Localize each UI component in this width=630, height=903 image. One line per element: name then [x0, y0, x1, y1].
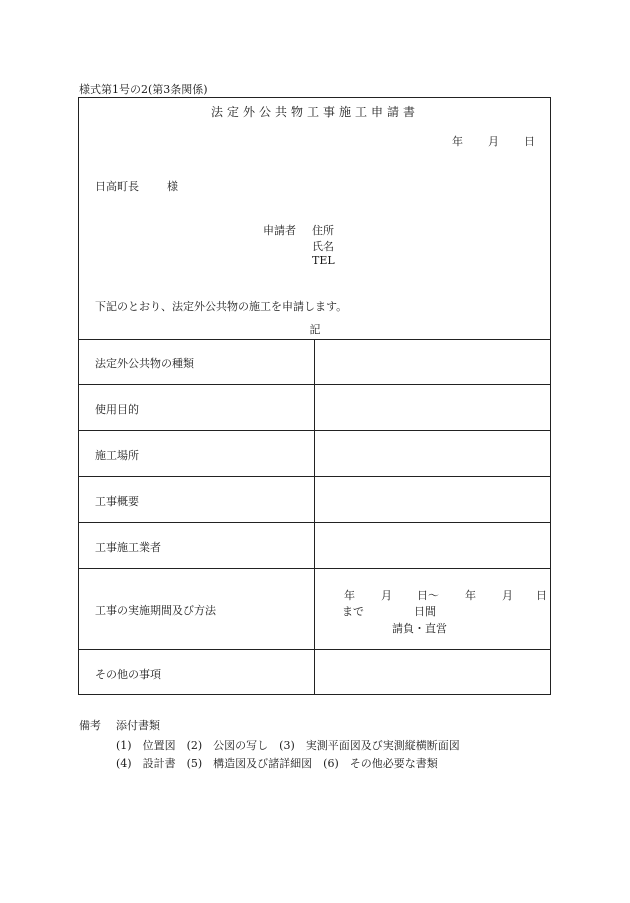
applicant-address-label: 住所 [312, 224, 334, 237]
column-divider [314, 339, 315, 694]
form-title: 法定外公共物工事施工申請書 [210, 105, 419, 119]
date-day: 日 [524, 135, 535, 148]
row-label-location: 施工場所 [95, 449, 139, 462]
notes-line-2: (4) 設計書 (5) 構造図及び諸詳細図 (6) その他必要な書類 [116, 757, 438, 770]
period-start-year: 年 [344, 589, 355, 602]
addressee-honorific: 様 [167, 180, 178, 193]
ki-heading: 記 [309, 323, 321, 336]
period-made: まで [342, 605, 364, 618]
applicant-tel-label: TEL [312, 254, 335, 267]
date-month: 月 [488, 135, 499, 148]
row-label-summary: 工事概要 [95, 495, 139, 508]
notes-label: 備考 [79, 719, 101, 732]
notes-line-1: (1) 位置図 (2) 公図の写し (3) 実測平面図及び実測縦横断面図 [116, 739, 460, 752]
period-method: 請負・直営 [392, 622, 447, 635]
intro-text: 下記のとおり、法定外公共物の施工を申請します。 [95, 300, 348, 313]
period-start-day: 日～ [417, 589, 439, 602]
applicant-label: 申請者 [263, 224, 296, 237]
row-label-type: 法定外公共物の種類 [95, 357, 194, 370]
row-label-other: その他の事項 [95, 668, 161, 681]
period-end-year: 年 [465, 589, 476, 602]
notes-attach-label: 添付書類 [116, 719, 160, 732]
date-year: 年 [452, 135, 463, 148]
row-label-period: 工事の実施期間及び方法 [95, 604, 216, 617]
row-label-purpose: 使用目的 [95, 403, 139, 416]
period-days: 日間 [414, 605, 436, 618]
period-end-day: 日 [536, 589, 547, 602]
form-id: 様式第1号の2(第3条関係) [79, 83, 208, 96]
period-start-month: 月 [381, 589, 392, 602]
row-label-contractor: 工事施工業者 [95, 541, 161, 554]
period-end-month: 月 [502, 589, 513, 602]
applicant-name-label: 氏名 [312, 240, 334, 253]
addressee-name: 日高町長 [95, 180, 139, 193]
